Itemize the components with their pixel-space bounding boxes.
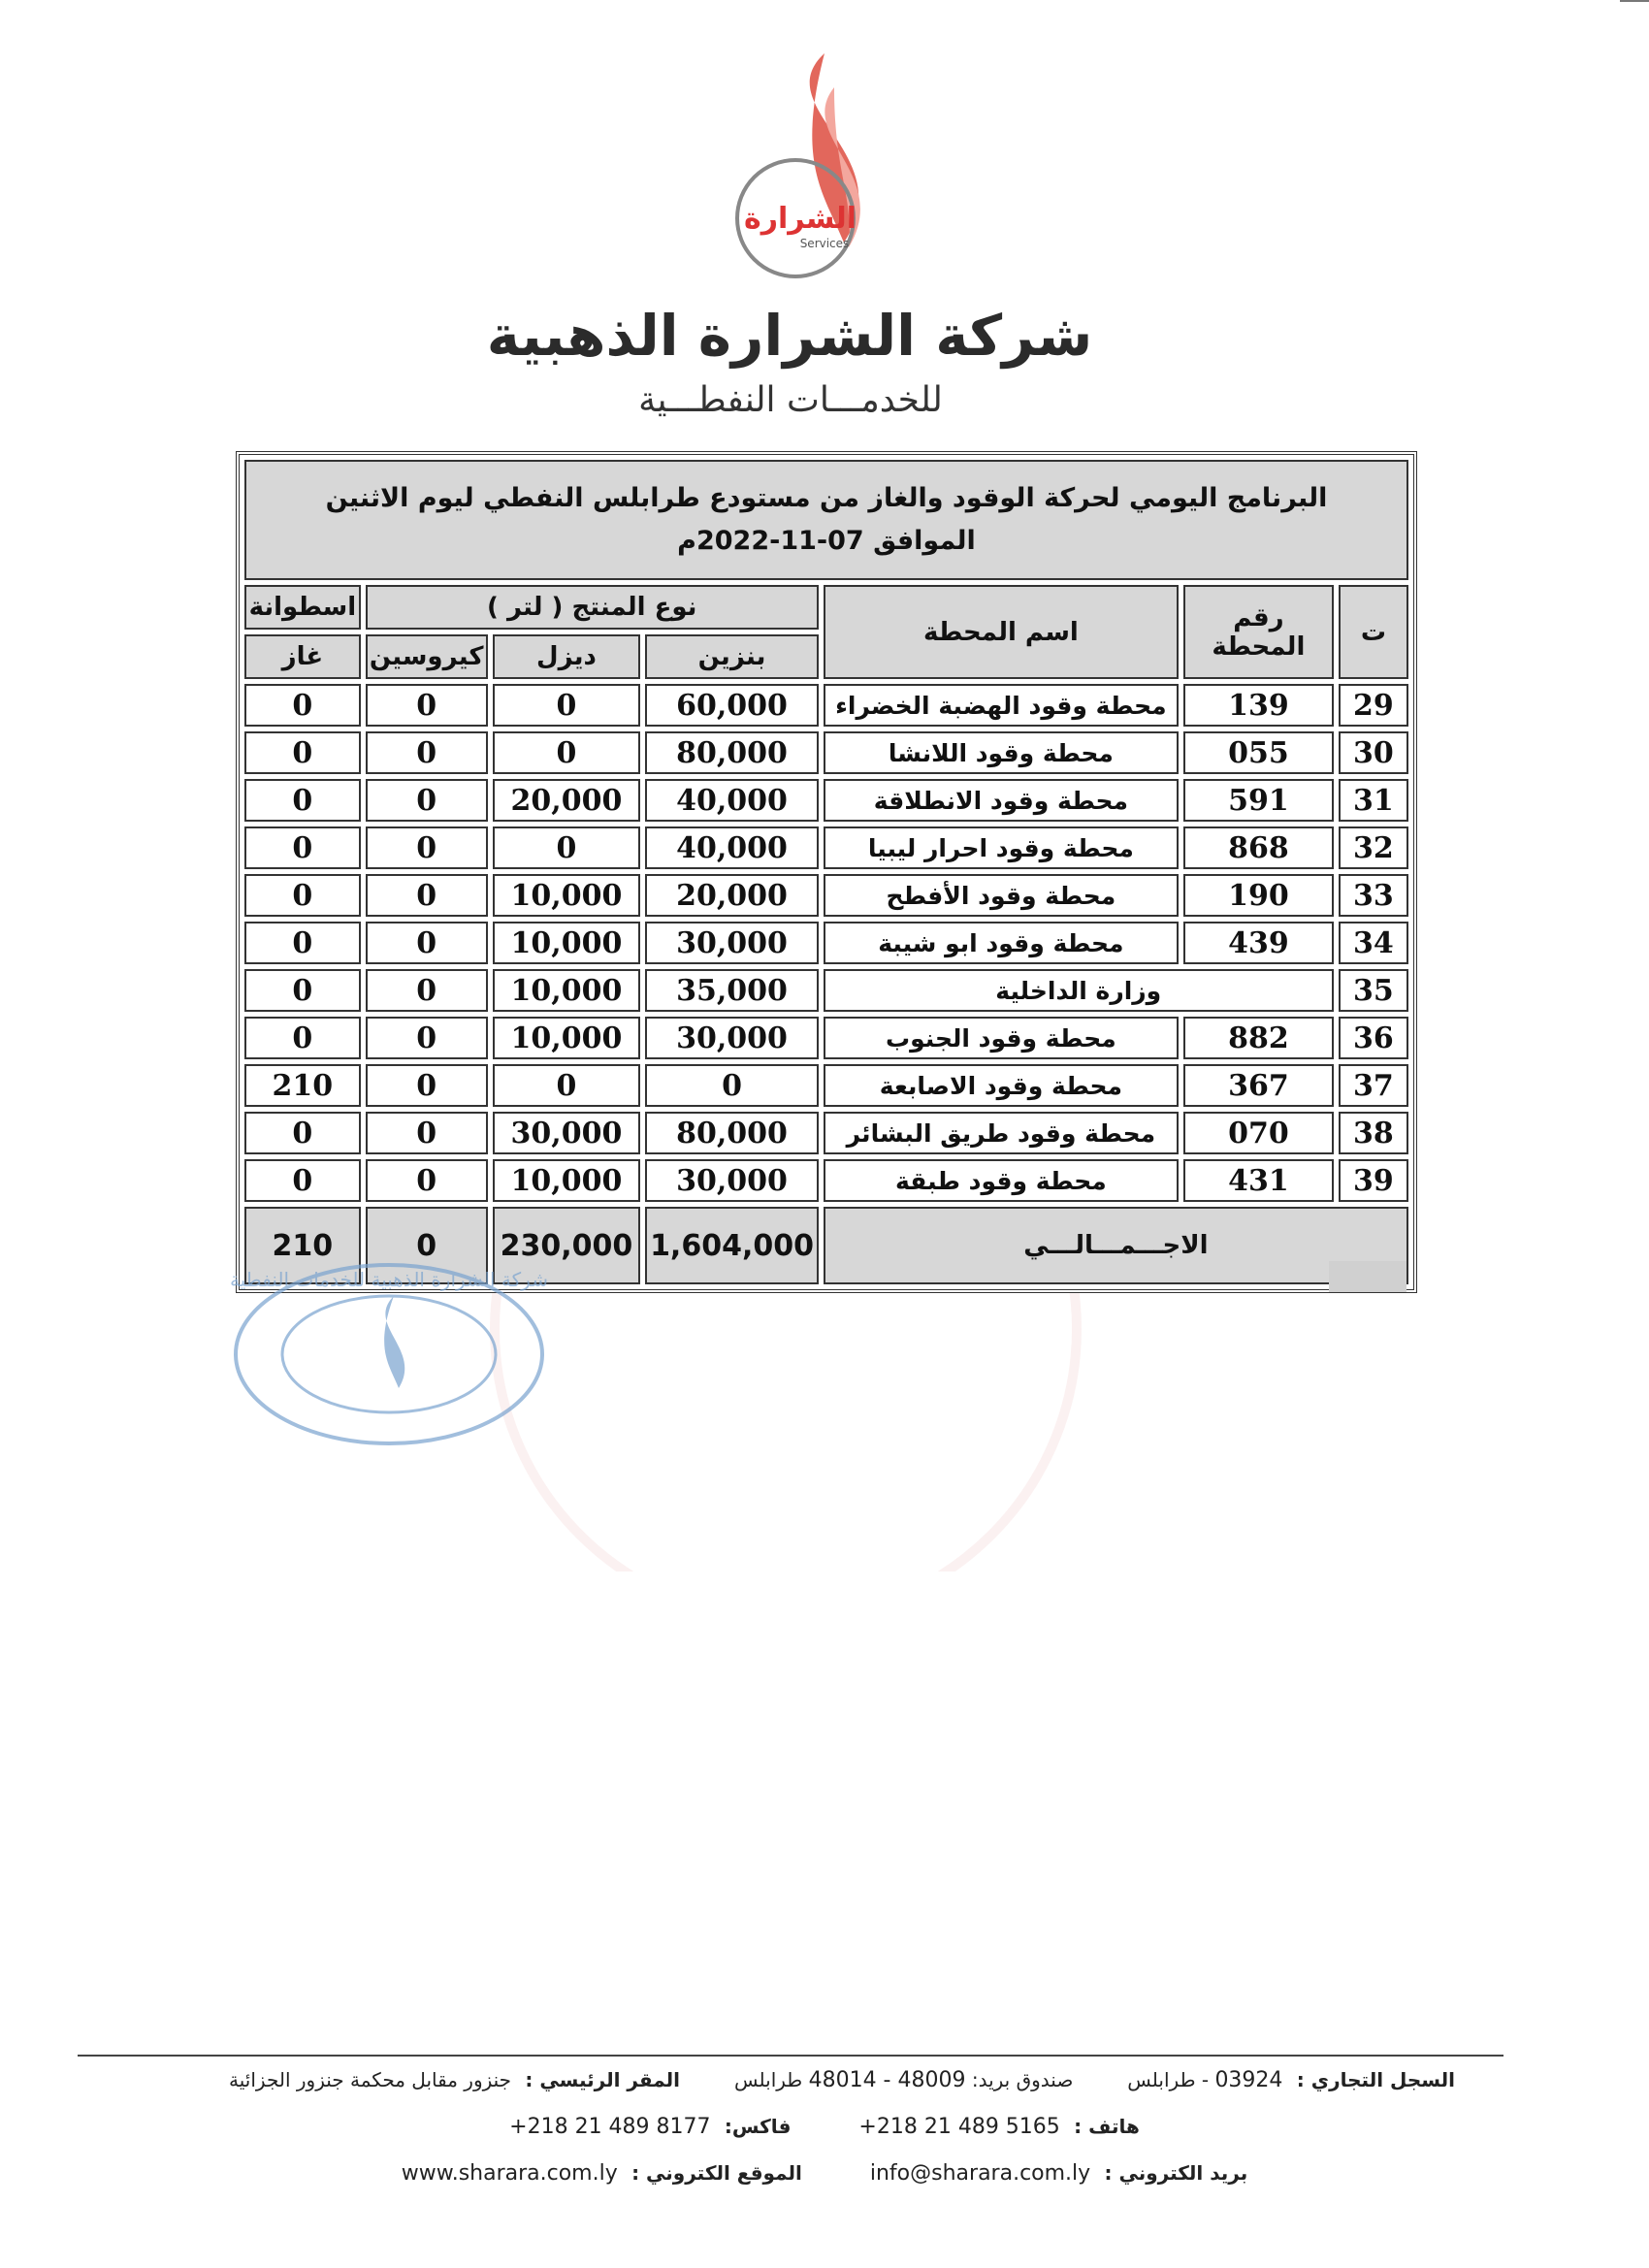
cell-station-name: محطة وقود اللانشا xyxy=(824,731,1179,774)
cell-petrol: 80,000 xyxy=(645,1112,818,1154)
cell-diesel: 0 xyxy=(493,684,641,727)
cell-kerosene: 0 xyxy=(366,779,488,822)
header-cylinder: اسطوانة xyxy=(244,585,361,630)
cell-seq: 33 xyxy=(1339,874,1408,917)
header-gas: غاز xyxy=(244,634,361,679)
cell-station-name: محطة وقود الأفطح xyxy=(824,874,1179,917)
cell-seq: 37 xyxy=(1339,1064,1408,1107)
cell-kerosene: 0 xyxy=(366,826,488,869)
cell-station-no: 367 xyxy=(1183,1064,1334,1107)
cell-kerosene: 0 xyxy=(366,1112,488,1154)
header-station-no: رقم المحطة xyxy=(1183,585,1334,679)
table-row xyxy=(244,922,1408,964)
email-label: بريد الكتروني : xyxy=(1104,2161,1248,2185)
header-diesel: ديزل xyxy=(493,634,641,679)
email-link[interactable]: info@sharara.com.ly xyxy=(869,2161,1091,2186)
table-row xyxy=(244,1112,1408,1154)
cell-station-no: 439 xyxy=(1183,922,1334,964)
cell-station-name: محطة وقود الاصابعة xyxy=(824,1064,1179,1107)
cell-station-name: محطة وقود احرار ليبيا xyxy=(824,826,1179,869)
cell-gas: 0 xyxy=(244,874,361,917)
cell-gas: 0 xyxy=(244,826,361,869)
total-diesel: 230,000 xyxy=(493,1207,641,1284)
cell-station-name: محطة وقود الهضبة الخضراء xyxy=(824,684,1179,727)
cell-kerosene: 0 xyxy=(366,731,488,774)
cell-kerosene: 0 xyxy=(366,874,488,917)
pobox-city: طرابلس xyxy=(734,2068,803,2091)
table-row xyxy=(244,1064,1408,1107)
cell-seq: 30 xyxy=(1339,731,1408,774)
cell-seq: 36 xyxy=(1339,1017,1408,1059)
cell-seq: 32 xyxy=(1339,826,1408,869)
cell-station-no: 070 xyxy=(1183,1112,1334,1154)
table-row xyxy=(244,826,1408,869)
cell-gas: 210 xyxy=(244,1064,361,1107)
cell-gas: 0 xyxy=(244,1017,361,1059)
cell-seq: 34 xyxy=(1339,922,1408,964)
fax-value: +218 21 489 8177 xyxy=(509,2115,711,2139)
footer-row-1 xyxy=(78,2068,1455,2092)
pobox-value: 48014 - 48009 xyxy=(808,2068,966,2092)
table-row xyxy=(244,969,1408,1012)
cell-gas: 0 xyxy=(244,731,361,774)
hq-value: جنزور مقابل محكمة جنزور الجزائية xyxy=(229,2068,512,2091)
cell-petrol: 80,000 xyxy=(645,731,818,774)
cell-station-no: 868 xyxy=(1183,826,1334,869)
company-stamp xyxy=(229,1257,549,1451)
total-petrol: 1,604,000 xyxy=(645,1207,818,1284)
table-title-line2: الموافق 07-11-2022م xyxy=(677,526,976,556)
cell-station-name: وزارة الداخلية xyxy=(824,969,1334,1012)
company-logo xyxy=(679,49,970,281)
total-label: الاجـــمـــالـــي xyxy=(824,1207,1408,1284)
cell-diesel: 10,000 xyxy=(493,1017,641,1059)
cell-station-name: محطة وقود طريق البشائر xyxy=(824,1112,1179,1154)
cell-seq: 31 xyxy=(1339,779,1408,822)
cell-diesel: 10,000 xyxy=(493,1159,641,1202)
cell-seq: 35 xyxy=(1339,969,1408,1012)
table-row xyxy=(244,731,1408,774)
pobox-label: صندوق بريد: xyxy=(971,2068,1074,2091)
stamp-text: شركة الشرارة الذهبية للخدمات النفطية xyxy=(230,1268,548,1291)
cell-station-name: محطة وقود الانطلاقة xyxy=(824,779,1179,822)
cell-diesel: 20,000 xyxy=(493,779,641,822)
cell-diesel: 10,000 xyxy=(493,874,641,917)
cell-gas: 0 xyxy=(244,1112,361,1154)
footer-pobox xyxy=(734,2068,1073,2092)
table-row xyxy=(244,779,1408,822)
cell-kerosene: 0 xyxy=(366,1064,488,1107)
phone-label: هاتف : xyxy=(1074,2115,1140,2138)
cell-seq: 29 xyxy=(1339,684,1408,727)
cell-station-no: 431 xyxy=(1183,1159,1334,1202)
cell-station-name: محطة وقود الجنوب xyxy=(824,1017,1179,1059)
footer-hq xyxy=(229,2068,680,2092)
cell-kerosene: 0 xyxy=(366,1017,488,1059)
footer-register xyxy=(1127,2068,1455,2092)
cell-seq: 39 xyxy=(1339,1159,1408,1202)
cell-petrol: 30,000 xyxy=(645,1017,818,1059)
cell-kerosene: 0 xyxy=(366,684,488,727)
cell-station-name: محطة وقود طبقة xyxy=(824,1159,1179,1202)
cell-diesel: 10,000 xyxy=(493,969,641,1012)
header-kerosene: كيروسين xyxy=(366,634,488,679)
cell-petrol: 0 xyxy=(645,1064,818,1107)
footer-row-2 xyxy=(78,2115,1513,2139)
cell-diesel: 30,000 xyxy=(493,1112,641,1154)
header-product-type: نوع المنتج ( لتر ) xyxy=(366,585,819,630)
total-gas: 210 xyxy=(244,1207,361,1284)
gray-mark xyxy=(1329,1261,1406,1292)
cell-diesel: 0 xyxy=(493,826,641,869)
cell-station-no: 139 xyxy=(1183,684,1334,727)
fax-label: فاكس: xyxy=(724,2115,792,2138)
cell-station-no: 055 xyxy=(1183,731,1334,774)
table-row xyxy=(244,1159,1408,1202)
register-label: السجل التجاري : xyxy=(1296,2068,1455,2091)
cell-station-no: 190 xyxy=(1183,874,1334,917)
svg-text:Services: Services xyxy=(799,237,850,250)
cell-seq: 38 xyxy=(1339,1112,1408,1154)
header-station-name: اسم المحطة xyxy=(824,585,1179,679)
cell-petrol: 40,000 xyxy=(645,826,818,869)
cell-station-no: 591 xyxy=(1183,779,1334,822)
cell-station-name: محطة وقود ابو شيبة xyxy=(824,922,1179,964)
cell-gas: 0 xyxy=(244,1159,361,1202)
scan-edge-mark xyxy=(1620,0,1649,2)
cell-petrol: 40,000 xyxy=(645,779,818,822)
cell-petrol: 60,000 xyxy=(645,684,818,727)
total-kerosene: 0 xyxy=(366,1207,488,1284)
fuel-schedule-table xyxy=(236,451,1417,1293)
web-label: الموقع الكتروني : xyxy=(631,2161,802,2185)
cell-gas: 0 xyxy=(244,922,361,964)
cell-kerosene: 0 xyxy=(366,969,488,1012)
hq-label: المقر الرئيسي : xyxy=(525,2068,681,2091)
svg-text:الشرارة: الشرارة xyxy=(743,202,857,236)
table-row xyxy=(244,1017,1408,1059)
cell-gas: 0 xyxy=(244,969,361,1012)
cell-diesel: 10,000 xyxy=(493,922,641,964)
cell-gas: 0 xyxy=(244,779,361,822)
footer-row-3 xyxy=(78,2161,1513,2186)
register-value: 03924 xyxy=(1214,2068,1283,2092)
register-city: - طرابلس xyxy=(1127,2068,1210,2091)
cell-petrol: 30,000 xyxy=(645,922,818,964)
cell-station-no: 882 xyxy=(1183,1017,1334,1059)
footer-phone xyxy=(858,2115,1139,2139)
table-row xyxy=(244,684,1408,727)
table-row xyxy=(244,874,1408,917)
cell-petrol: 35,000 xyxy=(645,969,818,1012)
cell-petrol: 20,000 xyxy=(645,874,818,917)
cell-diesel: 0 xyxy=(493,1064,641,1107)
footer-web xyxy=(402,2161,802,2186)
cell-gas: 0 xyxy=(244,684,361,727)
table-title xyxy=(244,460,1408,580)
cell-petrol: 30,000 xyxy=(645,1159,818,1202)
company-name: شركة الشرارة الذهبية xyxy=(486,303,1093,369)
table-title-line1: البرنامج اليومي لحركة الوقود والغاز من مستودع طرابلس النفطي ليوم الاثنين xyxy=(325,483,1328,513)
footer-divider xyxy=(78,2055,1504,2057)
header-petrol: بنزين xyxy=(645,634,818,679)
cell-kerosene: 0 xyxy=(366,1159,488,1202)
cell-kerosene: 0 xyxy=(366,922,488,964)
website-link[interactable]: www.sharara.com.ly xyxy=(401,2161,618,2186)
header-seq: ت xyxy=(1339,585,1408,679)
cell-diesel: 0 xyxy=(493,731,641,774)
company-subtitle: للخدمـــات النفطـــية xyxy=(638,380,943,420)
phone-value: +218 21 489 5165 xyxy=(858,2115,1060,2139)
footer-fax xyxy=(509,2115,791,2139)
footer-email xyxy=(870,2161,1247,2186)
